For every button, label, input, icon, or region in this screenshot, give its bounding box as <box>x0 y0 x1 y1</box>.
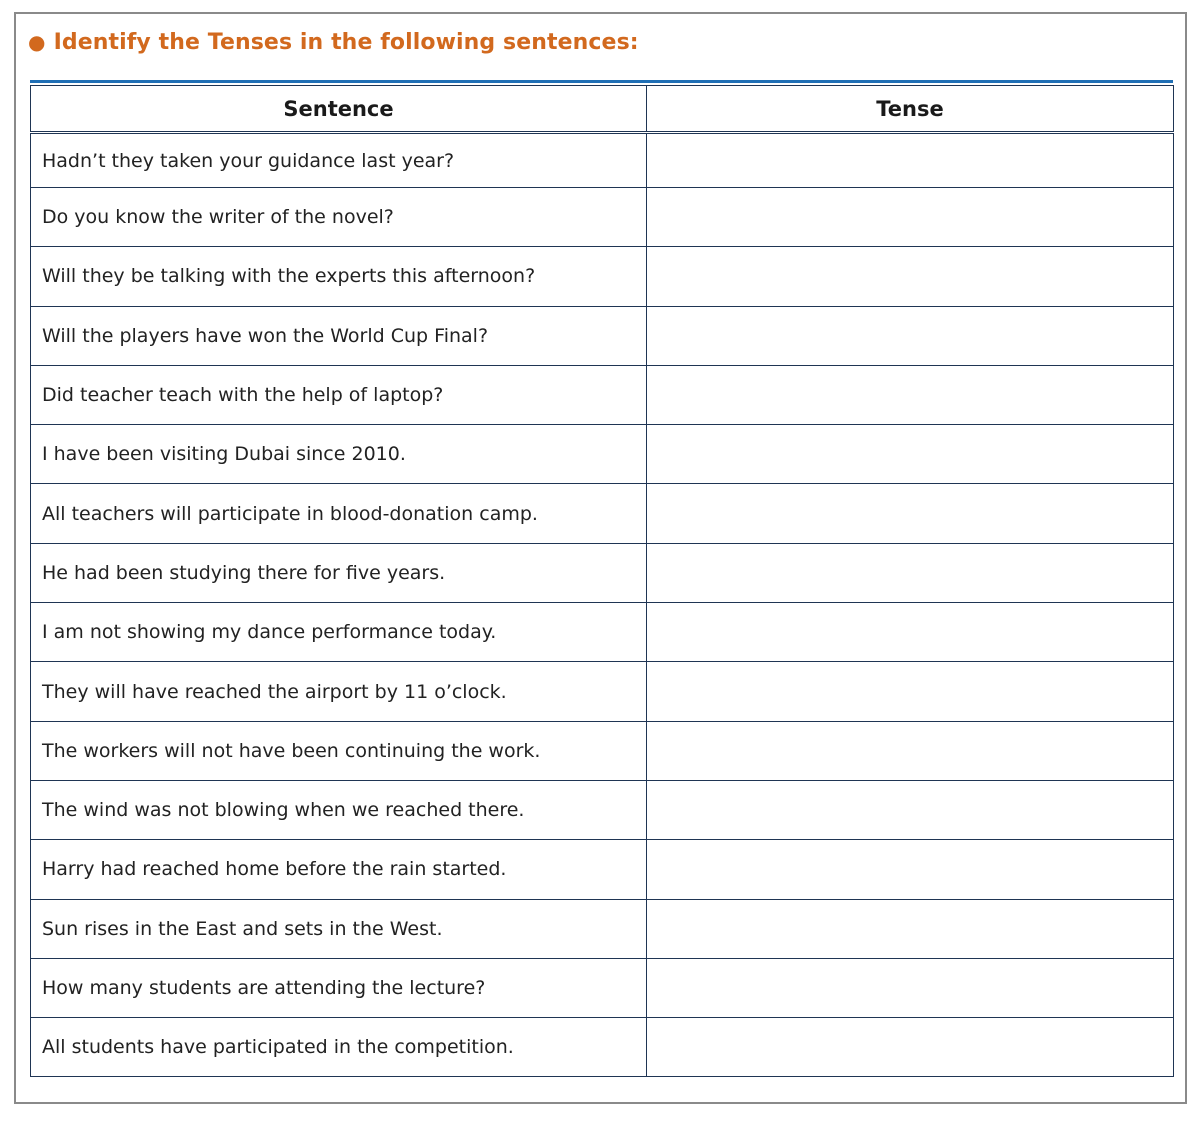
sentence-cell: Will they be talking with the experts this afternoon? <box>31 247 647 306</box>
tense-answer-cell[interactable] <box>647 721 1174 780</box>
tense-answer-cell[interactable] <box>647 603 1174 662</box>
table-row <box>31 899 1174 958</box>
sentence-cell: How many students are attending the lecture? <box>31 958 647 1017</box>
tense-answer-cell[interactable] <box>647 780 1174 839</box>
sentence-cell: The workers will not have been continuing the work. <box>31 721 647 780</box>
table-row <box>31 543 1174 602</box>
table-row <box>31 840 1174 899</box>
header-sentence: Sentence <box>31 86 647 133</box>
sentence-cell: All teachers will participate in blood-donation camp. <box>31 484 647 543</box>
table-row <box>31 780 1174 839</box>
table-row <box>31 603 1174 662</box>
sentence-cell: He had been studying there for five years. <box>31 543 647 602</box>
sentence-cell: Do you know the writer of the novel? <box>31 188 647 247</box>
bullet-icon: ● <box>28 30 46 54</box>
table-row <box>31 365 1174 424</box>
table-row <box>31 958 1174 1017</box>
tense-answer-cell[interactable] <box>647 133 1174 188</box>
table-row <box>31 662 1174 721</box>
table-row <box>31 484 1174 543</box>
table-row <box>31 188 1174 247</box>
table-row <box>31 133 1174 188</box>
worksheet-title <box>28 30 639 55</box>
tense-answer-cell[interactable] <box>647 306 1174 365</box>
table-row <box>31 306 1174 365</box>
sentence-cell: They will have reached the airport by 11 o’clock. <box>31 662 647 721</box>
tense-answer-cell[interactable] <box>647 899 1174 958</box>
tense-table <box>30 85 1174 1077</box>
title-text: Identify the Tenses in the following sentences: <box>53 30 639 55</box>
tense-answer-cell[interactable] <box>647 543 1174 602</box>
header-row <box>31 86 1174 133</box>
tense-answer-cell[interactable] <box>647 425 1174 484</box>
tense-answer-cell[interactable] <box>647 958 1174 1017</box>
sentence-cell: Will the players have won the World Cup Final? <box>31 306 647 365</box>
tense-answer-cell[interactable] <box>647 662 1174 721</box>
table-row <box>31 425 1174 484</box>
sentence-cell: All students have participated in the competition. <box>31 1018 647 1077</box>
tense-answer-cell[interactable] <box>647 484 1174 543</box>
tense-answer-cell[interactable] <box>647 1018 1174 1077</box>
tense-answer-cell[interactable] <box>647 840 1174 899</box>
sentence-cell: Did teacher teach with the help of laptop? <box>31 365 647 424</box>
header-tense: Tense <box>647 86 1174 133</box>
tense-answer-cell[interactable] <box>647 365 1174 424</box>
table-row <box>31 721 1174 780</box>
tense-answer-cell[interactable] <box>647 247 1174 306</box>
sentence-cell: I have been visiting Dubai since 2010. <box>31 425 647 484</box>
sentence-cell: Sun rises in the East and sets in the West. <box>31 899 647 958</box>
title-underline <box>30 80 1173 83</box>
sentence-cell: The wind was not blowing when we reached there. <box>31 780 647 839</box>
sentence-cell: I am not showing my dance performance today. <box>31 603 647 662</box>
sentence-cell: Hadn’t they taken your guidance last year? <box>31 133 647 188</box>
tense-answer-cell[interactable] <box>647 188 1174 247</box>
table-row <box>31 247 1174 306</box>
sentence-cell: Harry had reached home before the rain started. <box>31 840 647 899</box>
table-row <box>31 1018 1174 1077</box>
